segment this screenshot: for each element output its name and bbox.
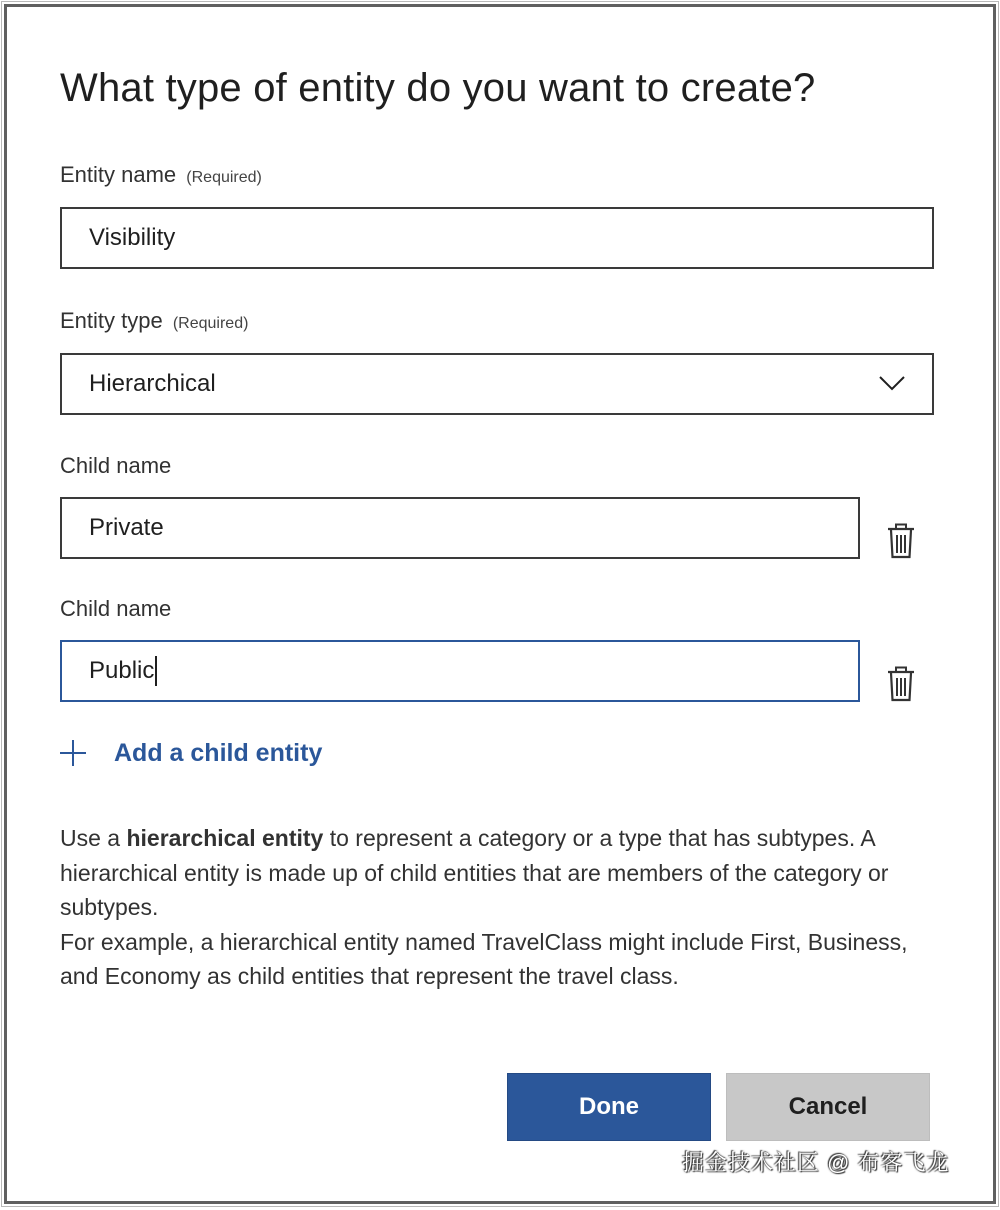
entity-name-input[interactable]: [60, 207, 934, 269]
done-button[interactable]: Done: [507, 1073, 711, 1141]
entity-type-required: (Required): [172, 315, 249, 332]
description-paragraph-1: [60, 821, 940, 925]
entity-name-label: [60, 162, 262, 188]
entity-type-label-text: Entity type: [60, 308, 163, 333]
child-name-input-2[interactable]: [60, 640, 860, 702]
child-name-input-1[interactable]: [60, 497, 860, 559]
child-name-value-2: Public: [89, 657, 155, 684]
entity-type-select[interactable]: [60, 353, 934, 415]
entity-name-value: Visibility: [89, 224, 176, 251]
dialog-title: What type of entity do you want to create?: [60, 66, 816, 110]
add-child-entity-button[interactable]: [58, 738, 322, 768]
child-name-value-1: Private: [89, 514, 164, 541]
plus-icon: [58, 738, 88, 768]
description-p1-after: to represent a category or a type that has subtypes. A hierarchical entity is made up of child entities that are members of the category or subtypes.: [60, 825, 889, 920]
entity-type-label: [60, 308, 248, 334]
entity-description: [60, 821, 940, 994]
description-paragraph-2: For example, a hierarchical entity named TravelClass might include First, Business, and Economy as child entities that represent the travel class.: [60, 928, 908, 989]
trash-icon[interactable]: [886, 666, 916, 702]
child-name-label-1: Child name: [60, 453, 172, 478]
entity-name-required: (Required): [186, 169, 262, 186]
add-child-entity-label: Add a child entity: [114, 738, 323, 767]
trash-icon[interactable]: [886, 523, 916, 559]
entity-name-label-text: Entity name: [60, 162, 177, 187]
child-name-label-2: Child name: [60, 596, 172, 621]
entity-type-value: Hierarchical: [89, 370, 216, 397]
description-p1-bold: hierarchical entity: [126, 825, 324, 851]
watermark: 掘金技术社区 @ 布客飞龙: [682, 1150, 950, 1175]
cancel-button[interactable]: Cancel: [726, 1073, 930, 1141]
description-p1-before: Use a: [60, 825, 127, 851]
text-caret: [155, 656, 157, 686]
chevron-down-icon[interactable]: [878, 373, 906, 393]
